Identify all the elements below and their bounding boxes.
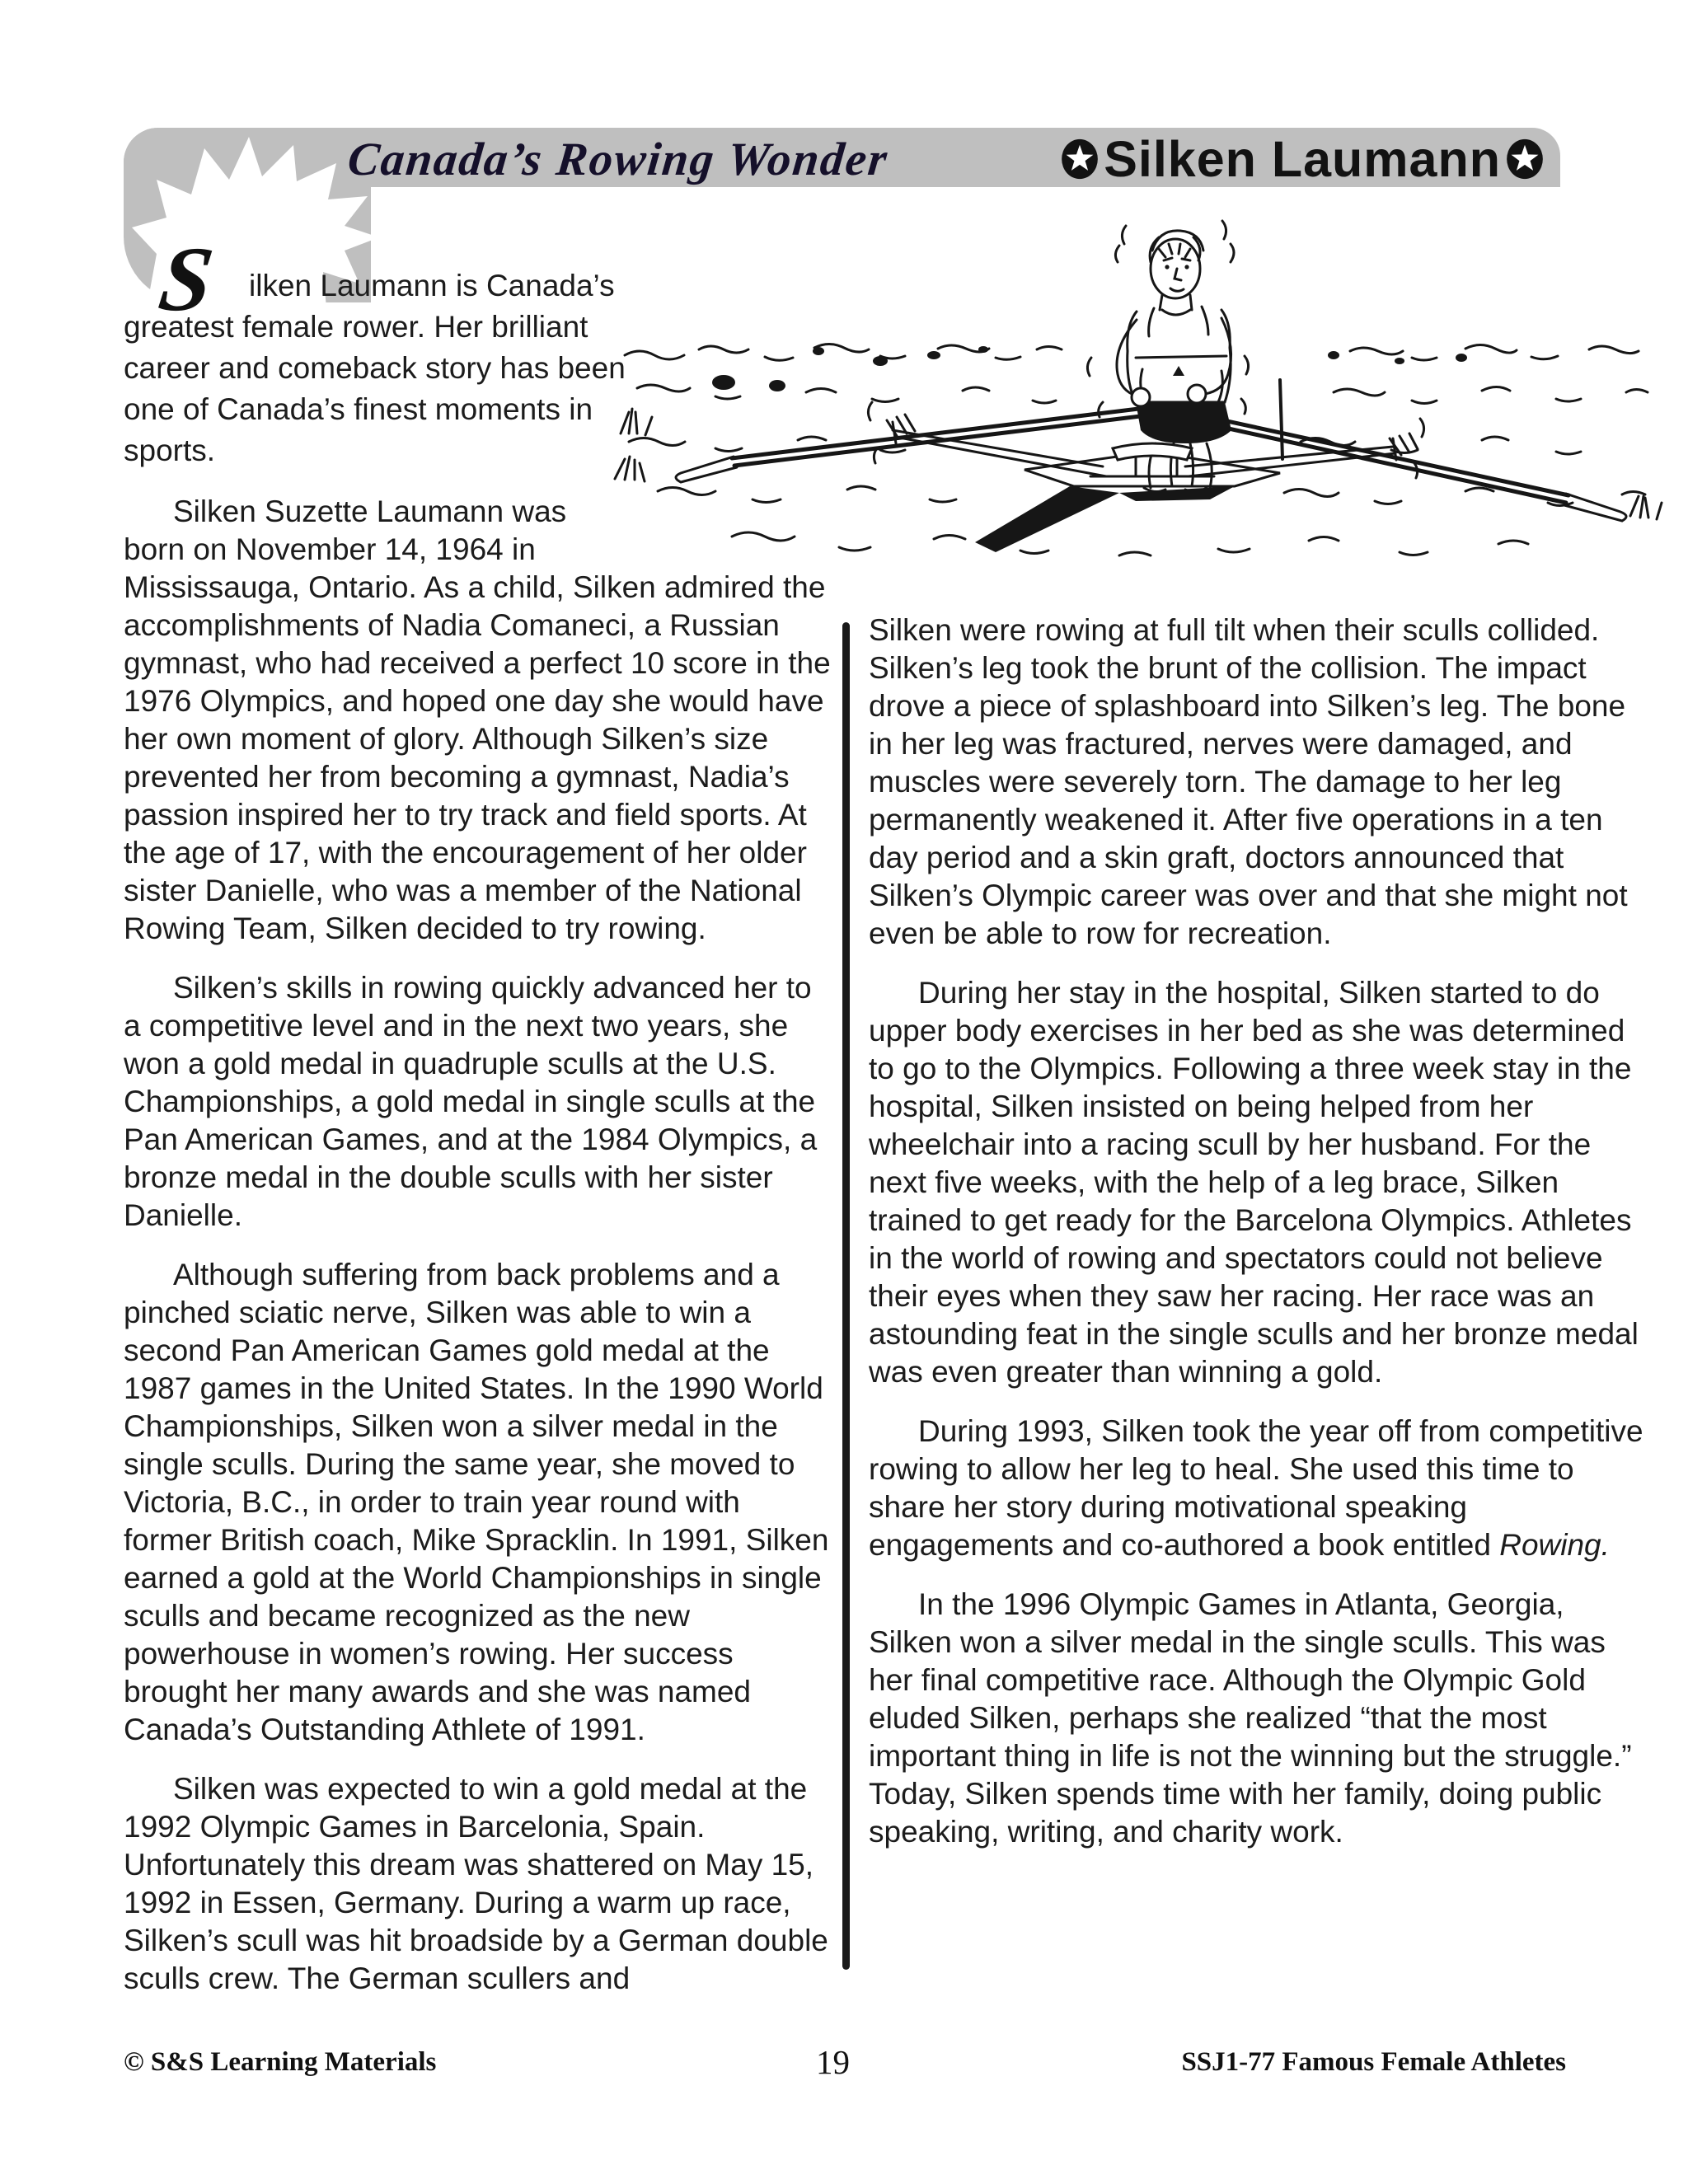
circled-star-icon <box>1506 138 1544 180</box>
page-footer <box>124 2042 1566 2083</box>
footer-page-number: 19 <box>816 2043 850 2081</box>
book-title: Rowing. <box>1499 1528 1610 1562</box>
right-column <box>869 612 1652 1872</box>
paragraph: Silken was expected to win a gold medal at the 1992 Olympic Games in Barcelonia, Spain. Unfortunately this dream was shattered on May 15, 1992 in Essen, Germany. During a warm up race, Silken’s scull was hit broadside by a German double sculls crew. The German scullers and <box>124 1772 828 1995</box>
banner-athlete-name <box>1061 130 1544 188</box>
athlete-name-text: Silken Laumann <box>1104 131 1501 187</box>
column-divider-rule <box>842 622 850 1970</box>
paragraph: In the 1996 Olympic Games in Atlanta, Georgia, Silken won a silver medal in the single sculls. This was her final competitive race. Although the Olympic Gold eluded Silken, perhaps she realized “that the most important thing in life is not the winning but the struggle.” Today, Silken spends time with her family, doing public speaking, writing, and charity work. <box>869 1587 1632 1849</box>
intro-text: ilken Laumann is Canada’s greatest female rower. Her brilliant career and comeback story has been one of Canada’s finest moments in sports. <box>124 269 626 467</box>
dropcap-letter: S <box>153 228 219 330</box>
banner-script-title: Canada’s Rowing Wonder <box>345 133 891 185</box>
footer-document-code: SSJ1-77 Famous Female Athletes <box>1181 2047 1566 2077</box>
paragraph <box>869 1413 1652 1564</box>
paragraph: During her stay in the hospital, Silken started to do upper body exercises in her bed as she was determined to go to the Olympics. Following a three week stay in the hospital, Silken insisted on being helped from her wheelchair into a racing scull by her husband. For the next five weeks, with the help of a leg brace, Silken trained to get ready for the Barcelona Olympics. Athletes in the world of rowing and spectators could not believe their eyes when they saw her racing. Her race was an astounding feat in the single sculls and her bronze medal was even greater than winning a gold. <box>869 976 1639 1389</box>
paragraph-text: During 1993, Silken took the year off from competitive rowing to allow her leg to heal. She used this time to share her story during motivational speaking engagements and co-authored a book entitled <box>869 1414 1643 1562</box>
paragraph: Silken were rowing at full tilt when their sculls collided. Silken’s leg took the brunt of the collision. The impact drove a piece of splashboard into Silken’s leg. The bone in her leg was fractured, nerves were damaged, and muscles were severely torn. The damage to her leg permanently weakened it. After five operations in a ten day period and a skin graft, doctors announced that Silken’s Olympic career was over and that she might not even be able to row for recreation. <box>869 613 1628 950</box>
circled-star-icon <box>1061 138 1099 180</box>
paragraph: Silken Suzette Laumann was born on November 14, 1964 in Mississauga, Ontario. As a child, Silken admired the accomplishments of Nadia Comaneci, a Russian gymnast, who had received a perfect 10 score in the 1976 Olympics, and hoped one day she would have her own moment of glory. Although Silken’s size prevented her from becoming a gymnast, Nadia’s passion inspired her to try track and field sports. At the age of 17, with the encouragement of her older sister Danielle, who was a member of the National Rowing Team, Silken decided to try rowing. <box>124 494 831 945</box>
footer-copyright: © S&S Learning Materials <box>124 2047 437 2077</box>
left-column <box>124 228 832 2019</box>
paragraph: Silken’s skills in rowing quickly advanced her to a competitive level and in the next two years, she won a gold medal in quadruple sculls at the U.S. Championships, a gold medal in single sculls at the Pan American Games, and at the 1984 Olympics, a bronze medal in the double sculls with her sister Danielle. <box>124 971 818 1232</box>
illustration-wrap-spacer <box>635 265 832 562</box>
paragraph: Although suffering from back problems and a pinched sciatic nerve, Silken was able to win a second Pan American Games gold medal at the 1987 games in the United States. In the 1990 World Championships, Silken won a silver medal in the single sculls. During the same year, she moved to Victoria, B.C., in order to train year round with former British coach, Mike Spracklin. In 1991, Silken earned a gold at the World Championships in single sculls and became recognized as the new powerhouse in women’s rowing. Her success brought her many awards and she was named Canada’s Outstanding Athlete of 1991. <box>124 1258 829 1746</box>
